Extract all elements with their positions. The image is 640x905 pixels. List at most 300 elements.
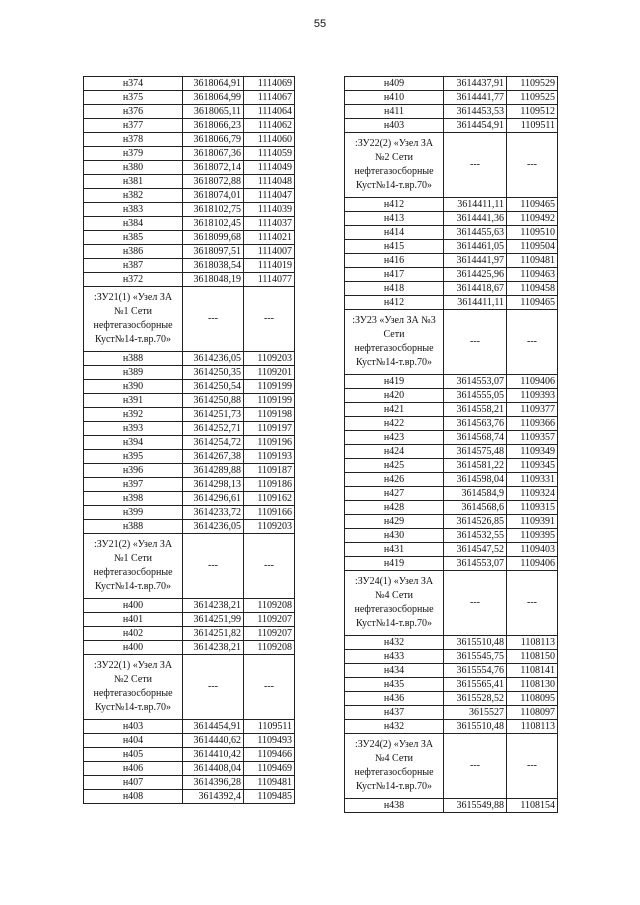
table-row	[345, 445, 558, 459]
table-row	[84, 352, 295, 366]
table-row	[84, 492, 295, 506]
point-id: н400	[84, 641, 183, 655]
table-row	[345, 417, 558, 431]
x-coordinate: 3615528,52	[444, 692, 507, 706]
section-row	[84, 287, 295, 352]
x-coordinate: 3618097,51	[183, 245, 244, 259]
table-row	[84, 366, 295, 380]
x-coordinate: 3618074,01	[183, 189, 244, 203]
point-id: н385	[84, 231, 183, 245]
y-coordinate: 1109201	[244, 366, 295, 380]
section-y-dash: ---	[244, 655, 295, 720]
point-id: н388	[84, 352, 183, 366]
table-row	[345, 487, 558, 501]
x-coordinate: 3614575,48	[444, 445, 507, 459]
x-coordinate: 3614251,99	[183, 613, 244, 627]
y-coordinate: 1114064	[244, 105, 295, 119]
table-row	[84, 203, 295, 217]
table-row	[345, 282, 558, 296]
y-coordinate: 1109481	[244, 776, 295, 790]
x-coordinate: 3614238,21	[183, 641, 244, 655]
x-coordinate: 3614441,36	[444, 212, 507, 226]
x-coordinate: 3614454,91	[444, 119, 507, 133]
point-id: н413	[345, 212, 444, 226]
y-coordinate: 1109366	[507, 417, 558, 431]
y-coordinate: 1108113	[507, 636, 558, 650]
y-coordinate: 1114077	[244, 273, 295, 287]
section-y-dash: ---	[507, 571, 558, 636]
point-id: н426	[345, 473, 444, 487]
table-row	[345, 77, 558, 91]
y-coordinate: 1114048	[244, 175, 295, 189]
x-coordinate: 3614251,73	[183, 408, 244, 422]
x-coordinate: 3614408,04	[183, 762, 244, 776]
x-coordinate: 3618099,68	[183, 231, 244, 245]
section-row	[84, 655, 295, 720]
point-id: н376	[84, 105, 183, 119]
x-coordinate: 3614418,67	[444, 282, 507, 296]
y-coordinate: 1109504	[507, 240, 558, 254]
table-row	[84, 273, 295, 287]
point-id: н391	[84, 394, 183, 408]
x-coordinate: 3615510,48	[444, 636, 507, 650]
point-id: н417	[345, 268, 444, 282]
y-coordinate: 1109377	[507, 403, 558, 417]
x-coordinate: 3614453,53	[444, 105, 507, 119]
x-coordinate: 3618064,91	[183, 77, 244, 91]
x-coordinate: 3614250,35	[183, 366, 244, 380]
y-coordinate: 1109529	[507, 77, 558, 91]
section-row	[345, 310, 558, 375]
y-coordinate: 1109193	[244, 450, 295, 464]
y-coordinate: 1109492	[507, 212, 558, 226]
table-row	[345, 501, 558, 515]
section-x-dash: ---	[183, 287, 244, 352]
y-coordinate: 1114067	[244, 91, 295, 105]
y-coordinate: 1109198	[244, 408, 295, 422]
y-coordinate: 1109203	[244, 352, 295, 366]
point-id: н414	[345, 226, 444, 240]
table-row	[84, 245, 295, 259]
point-id: н430	[345, 529, 444, 543]
point-id: н399	[84, 506, 183, 520]
table-row	[345, 105, 558, 119]
y-coordinate: 1109315	[507, 501, 558, 515]
point-id: н375	[84, 91, 183, 105]
point-id: н411	[345, 105, 444, 119]
y-coordinate: 1109465	[507, 198, 558, 212]
section-y-dash: ---	[507, 734, 558, 799]
point-id: н410	[345, 91, 444, 105]
table-row	[345, 706, 558, 720]
table-row	[84, 627, 295, 641]
point-id: н383	[84, 203, 183, 217]
section-x-dash: ---	[444, 734, 507, 799]
table-row	[345, 431, 558, 445]
y-coordinate: 1114049	[244, 161, 295, 175]
table-row	[84, 762, 295, 776]
y-coordinate: 1109208	[244, 641, 295, 655]
section-title: :ЗУ23 «Узел ЗА №3 Сети нефтегазосборные Куст№14-т.вр.70»	[345, 310, 444, 375]
table-row	[345, 664, 558, 678]
x-coordinate: 3614233,72	[183, 506, 244, 520]
table-row	[345, 119, 558, 133]
table-row	[84, 776, 295, 790]
point-id: н405	[84, 748, 183, 762]
x-coordinate: 3618065,11	[183, 105, 244, 119]
point-id: н418	[345, 282, 444, 296]
point-id: н423	[345, 431, 444, 445]
table-row	[345, 268, 558, 282]
y-coordinate: 1109481	[507, 254, 558, 268]
point-id: н429	[345, 515, 444, 529]
x-coordinate: 3614568,6	[444, 501, 507, 515]
point-id: н432	[345, 636, 444, 650]
section-x-dash: ---	[444, 310, 507, 375]
table-row	[345, 557, 558, 571]
y-coordinate: 1114060	[244, 133, 295, 147]
point-id: н434	[345, 664, 444, 678]
table-row	[84, 133, 295, 147]
section-x-dash: ---	[444, 571, 507, 636]
point-id: н404	[84, 734, 183, 748]
x-coordinate: 3614440,62	[183, 734, 244, 748]
point-id: н407	[84, 776, 183, 790]
y-coordinate: 1114069	[244, 77, 295, 91]
y-coordinate: 1109207	[244, 627, 295, 641]
point-id: н402	[84, 627, 183, 641]
y-coordinate: 1109393	[507, 389, 558, 403]
y-coordinate: 1114007	[244, 245, 295, 259]
x-coordinate: 3614563,76	[444, 417, 507, 431]
x-coordinate: 3618066,79	[183, 133, 244, 147]
table-row	[345, 636, 558, 650]
table-row	[345, 678, 558, 692]
section-title: :ЗУ24(2) «Узел ЗА №4 Сети нефтегазосборные Куст№14-т.вр.70»	[345, 734, 444, 799]
y-coordinate: 1109403	[507, 543, 558, 557]
x-coordinate: 3614238,21	[183, 599, 244, 613]
table-row	[84, 91, 295, 105]
table-row	[84, 105, 295, 119]
x-coordinate: 3614236,05	[183, 352, 244, 366]
section-title: :ЗУ24(1) «Узел ЗА №4 Сети нефтегазосборные Куст№14-т.вр.70»	[345, 571, 444, 636]
point-id: н379	[84, 147, 183, 161]
section-y-dash: ---	[244, 287, 295, 352]
point-id: н401	[84, 613, 183, 627]
point-id: н428	[345, 501, 444, 515]
y-coordinate: 1114037	[244, 217, 295, 231]
y-coordinate: 1109466	[244, 748, 295, 762]
section-x-dash: ---	[183, 534, 244, 599]
point-id: н377	[84, 119, 183, 133]
x-coordinate: 3614236,05	[183, 520, 244, 534]
x-coordinate: 3614568,74	[444, 431, 507, 445]
point-id: н412	[345, 198, 444, 212]
point-id: н427	[345, 487, 444, 501]
x-coordinate: 3614584,9	[444, 487, 507, 501]
section-title: :ЗУ22(2) «Узел ЗА №2 Сети нефтегазосборные Куст№14-т.вр.70»	[345, 133, 444, 198]
x-coordinate: 3614547,52	[444, 543, 507, 557]
y-coordinate: 1108150	[507, 650, 558, 664]
point-id: н403	[345, 119, 444, 133]
point-id: н425	[345, 459, 444, 473]
point-id: н380	[84, 161, 183, 175]
section-y-dash: ---	[507, 310, 558, 375]
y-coordinate: 1109493	[244, 734, 295, 748]
x-coordinate: 3614437,91	[444, 77, 507, 91]
x-coordinate: 3614254,72	[183, 436, 244, 450]
table-row	[345, 212, 558, 226]
x-coordinate: 3614454,91	[183, 720, 244, 734]
table-row	[84, 748, 295, 762]
point-id: н431	[345, 543, 444, 557]
table-row	[84, 720, 295, 734]
x-coordinate: 3614298,13	[183, 478, 244, 492]
table-row	[345, 226, 558, 240]
section-row	[345, 734, 558, 799]
section-row	[345, 133, 558, 198]
y-coordinate: 1109166	[244, 506, 295, 520]
y-coordinate: 1108113	[507, 720, 558, 734]
table-row	[345, 692, 558, 706]
x-coordinate: 3618038,54	[183, 259, 244, 273]
x-coordinate: 3615527	[444, 706, 507, 720]
table-row	[84, 119, 295, 133]
table-row	[84, 380, 295, 394]
y-coordinate: 1108095	[507, 692, 558, 706]
point-id: н390	[84, 380, 183, 394]
table-row	[84, 520, 295, 534]
x-coordinate: 3618067,36	[183, 147, 244, 161]
y-coordinate: 1109331	[507, 473, 558, 487]
y-coordinate: 1114062	[244, 119, 295, 133]
y-coordinate: 1109196	[244, 436, 295, 450]
section-x-dash: ---	[183, 655, 244, 720]
x-coordinate: 3614455,63	[444, 226, 507, 240]
point-id: н406	[84, 762, 183, 776]
y-coordinate: 1109207	[244, 613, 295, 627]
x-coordinate: 3614411,11	[444, 198, 507, 212]
y-coordinate: 1109458	[507, 282, 558, 296]
y-coordinate: 1109406	[507, 557, 558, 571]
point-id: н378	[84, 133, 183, 147]
table-row	[84, 175, 295, 189]
y-coordinate: 1109357	[507, 431, 558, 445]
table-row	[84, 217, 295, 231]
table-row	[84, 464, 295, 478]
table-row	[84, 506, 295, 520]
table-row	[345, 515, 558, 529]
x-coordinate: 3614296,61	[183, 492, 244, 506]
point-id: н432	[345, 720, 444, 734]
x-coordinate: 3614289,88	[183, 464, 244, 478]
x-coordinate: 3614598,04	[444, 473, 507, 487]
y-coordinate: 1108141	[507, 664, 558, 678]
x-coordinate: 3614553,07	[444, 375, 507, 389]
y-coordinate: 1109208	[244, 599, 295, 613]
x-coordinate: 3618048,19	[183, 273, 244, 287]
table-row	[84, 734, 295, 748]
y-coordinate: 1109512	[507, 105, 558, 119]
x-coordinate: 3614392,4	[183, 790, 244, 804]
y-coordinate: 1108130	[507, 678, 558, 692]
point-id: н436	[345, 692, 444, 706]
coordinates-table-right	[344, 76, 558, 813]
table-row	[345, 473, 558, 487]
point-id: н374	[84, 77, 183, 91]
table-row	[84, 613, 295, 627]
x-coordinate: 3618066,23	[183, 119, 244, 133]
table-row	[345, 254, 558, 268]
point-id: н394	[84, 436, 183, 450]
coordinates-table-left	[83, 76, 295, 804]
x-coordinate: 3618064,99	[183, 91, 244, 105]
table-row	[84, 790, 295, 804]
point-id: н424	[345, 445, 444, 459]
y-coordinate: 1109186	[244, 478, 295, 492]
table-row	[345, 91, 558, 105]
point-id: н438	[345, 799, 444, 813]
table-row	[345, 375, 558, 389]
x-coordinate: 3615549,88	[444, 799, 507, 813]
x-coordinate: 3615545,75	[444, 650, 507, 664]
y-coordinate: 1109511	[507, 119, 558, 133]
table-row	[345, 403, 558, 417]
x-coordinate: 3615510,48	[444, 720, 507, 734]
x-coordinate: 3618102,45	[183, 217, 244, 231]
table-row	[345, 720, 558, 734]
x-coordinate: 3614526,85	[444, 515, 507, 529]
y-coordinate: 1109469	[244, 762, 295, 776]
point-id: н416	[345, 254, 444, 268]
table-row	[84, 394, 295, 408]
point-id: н392	[84, 408, 183, 422]
point-id: н381	[84, 175, 183, 189]
page-number: 55	[313, 18, 327, 30]
point-id: н403	[84, 720, 183, 734]
section-title: :ЗУ21(1) «Узел ЗА №1 Сети нефтегазосборные Куст№14-т.вр.70»	[84, 287, 183, 352]
table-row	[84, 641, 295, 655]
table-row	[345, 529, 558, 543]
section-x-dash: ---	[444, 133, 507, 198]
point-id: н415	[345, 240, 444, 254]
table-row	[84, 450, 295, 464]
point-id: н419	[345, 375, 444, 389]
x-coordinate: 3614581,22	[444, 459, 507, 473]
x-coordinate: 3618102,75	[183, 203, 244, 217]
x-coordinate: 3614411,11	[444, 296, 507, 310]
table-row	[345, 240, 558, 254]
y-coordinate: 1109349	[507, 445, 558, 459]
table-row	[345, 389, 558, 403]
x-coordinate: 3615554,76	[444, 664, 507, 678]
table-row	[84, 422, 295, 436]
point-id: н400	[84, 599, 183, 613]
x-coordinate: 3614441,97	[444, 254, 507, 268]
section-row	[84, 534, 295, 599]
table-row	[84, 161, 295, 175]
point-id: н398	[84, 492, 183, 506]
point-id: н384	[84, 217, 183, 231]
table-row	[345, 650, 558, 664]
point-id: н420	[345, 389, 444, 403]
x-coordinate: 3614441,77	[444, 91, 507, 105]
point-id: н397	[84, 478, 183, 492]
y-coordinate: 1114059	[244, 147, 295, 161]
x-coordinate: 3618072,88	[183, 175, 244, 189]
table-row	[84, 147, 295, 161]
x-coordinate: 3614558,21	[444, 403, 507, 417]
point-id: н412	[345, 296, 444, 310]
point-id: н409	[345, 77, 444, 91]
y-coordinate: 1114021	[244, 231, 295, 245]
y-coordinate: 1114039	[244, 203, 295, 217]
y-coordinate: 1109395	[507, 529, 558, 543]
y-coordinate: 1114019	[244, 259, 295, 273]
point-id: н433	[345, 650, 444, 664]
y-coordinate: 1109391	[507, 515, 558, 529]
point-id: н422	[345, 417, 444, 431]
y-coordinate: 1108097	[507, 706, 558, 720]
x-coordinate: 3618072,14	[183, 161, 244, 175]
point-id: н388	[84, 520, 183, 534]
x-coordinate: 3614555,05	[444, 389, 507, 403]
point-id: н393	[84, 422, 183, 436]
y-coordinate: 1109197	[244, 422, 295, 436]
point-id: н372	[84, 273, 183, 287]
table-row	[345, 543, 558, 557]
point-id: н408	[84, 790, 183, 804]
y-coordinate: 1109199	[244, 394, 295, 408]
y-coordinate: 1109345	[507, 459, 558, 473]
y-coordinate: 1109510	[507, 226, 558, 240]
section-title: :ЗУ22(1) «Узел ЗА №2 Сети нефтегазосборные Куст№14-т.вр.70»	[84, 655, 183, 720]
section-title: :ЗУ21(2) «Узел ЗА №1 Сети нефтегазосборные Куст№14-т.вр.70»	[84, 534, 183, 599]
y-coordinate: 1109511	[244, 720, 295, 734]
x-coordinate: 3614425,96	[444, 268, 507, 282]
x-coordinate: 3614251,82	[183, 627, 244, 641]
x-coordinate: 3614396,28	[183, 776, 244, 790]
x-coordinate: 3614250,88	[183, 394, 244, 408]
x-coordinate: 3614410,42	[183, 748, 244, 762]
x-coordinate: 3614250,54	[183, 380, 244, 394]
y-coordinate: 1114047	[244, 189, 295, 203]
x-coordinate: 3615565,41	[444, 678, 507, 692]
y-coordinate: 1109199	[244, 380, 295, 394]
point-id: н421	[345, 403, 444, 417]
point-id: н435	[345, 678, 444, 692]
point-id: н386	[84, 245, 183, 259]
y-coordinate: 1109187	[244, 464, 295, 478]
point-id: н387	[84, 259, 183, 273]
section-y-dash: ---	[244, 534, 295, 599]
table-row	[84, 436, 295, 450]
table-row	[84, 599, 295, 613]
x-coordinate: 3614252,71	[183, 422, 244, 436]
section-y-dash: ---	[507, 133, 558, 198]
y-coordinate: 1109485	[244, 790, 295, 804]
table-row	[84, 259, 295, 273]
table-row	[345, 296, 558, 310]
table-row	[84, 189, 295, 203]
x-coordinate: 3614532,55	[444, 529, 507, 543]
table-row	[345, 459, 558, 473]
y-coordinate: 1109203	[244, 520, 295, 534]
table-row	[345, 198, 558, 212]
point-id: н382	[84, 189, 183, 203]
table-row	[84, 478, 295, 492]
point-id: н396	[84, 464, 183, 478]
